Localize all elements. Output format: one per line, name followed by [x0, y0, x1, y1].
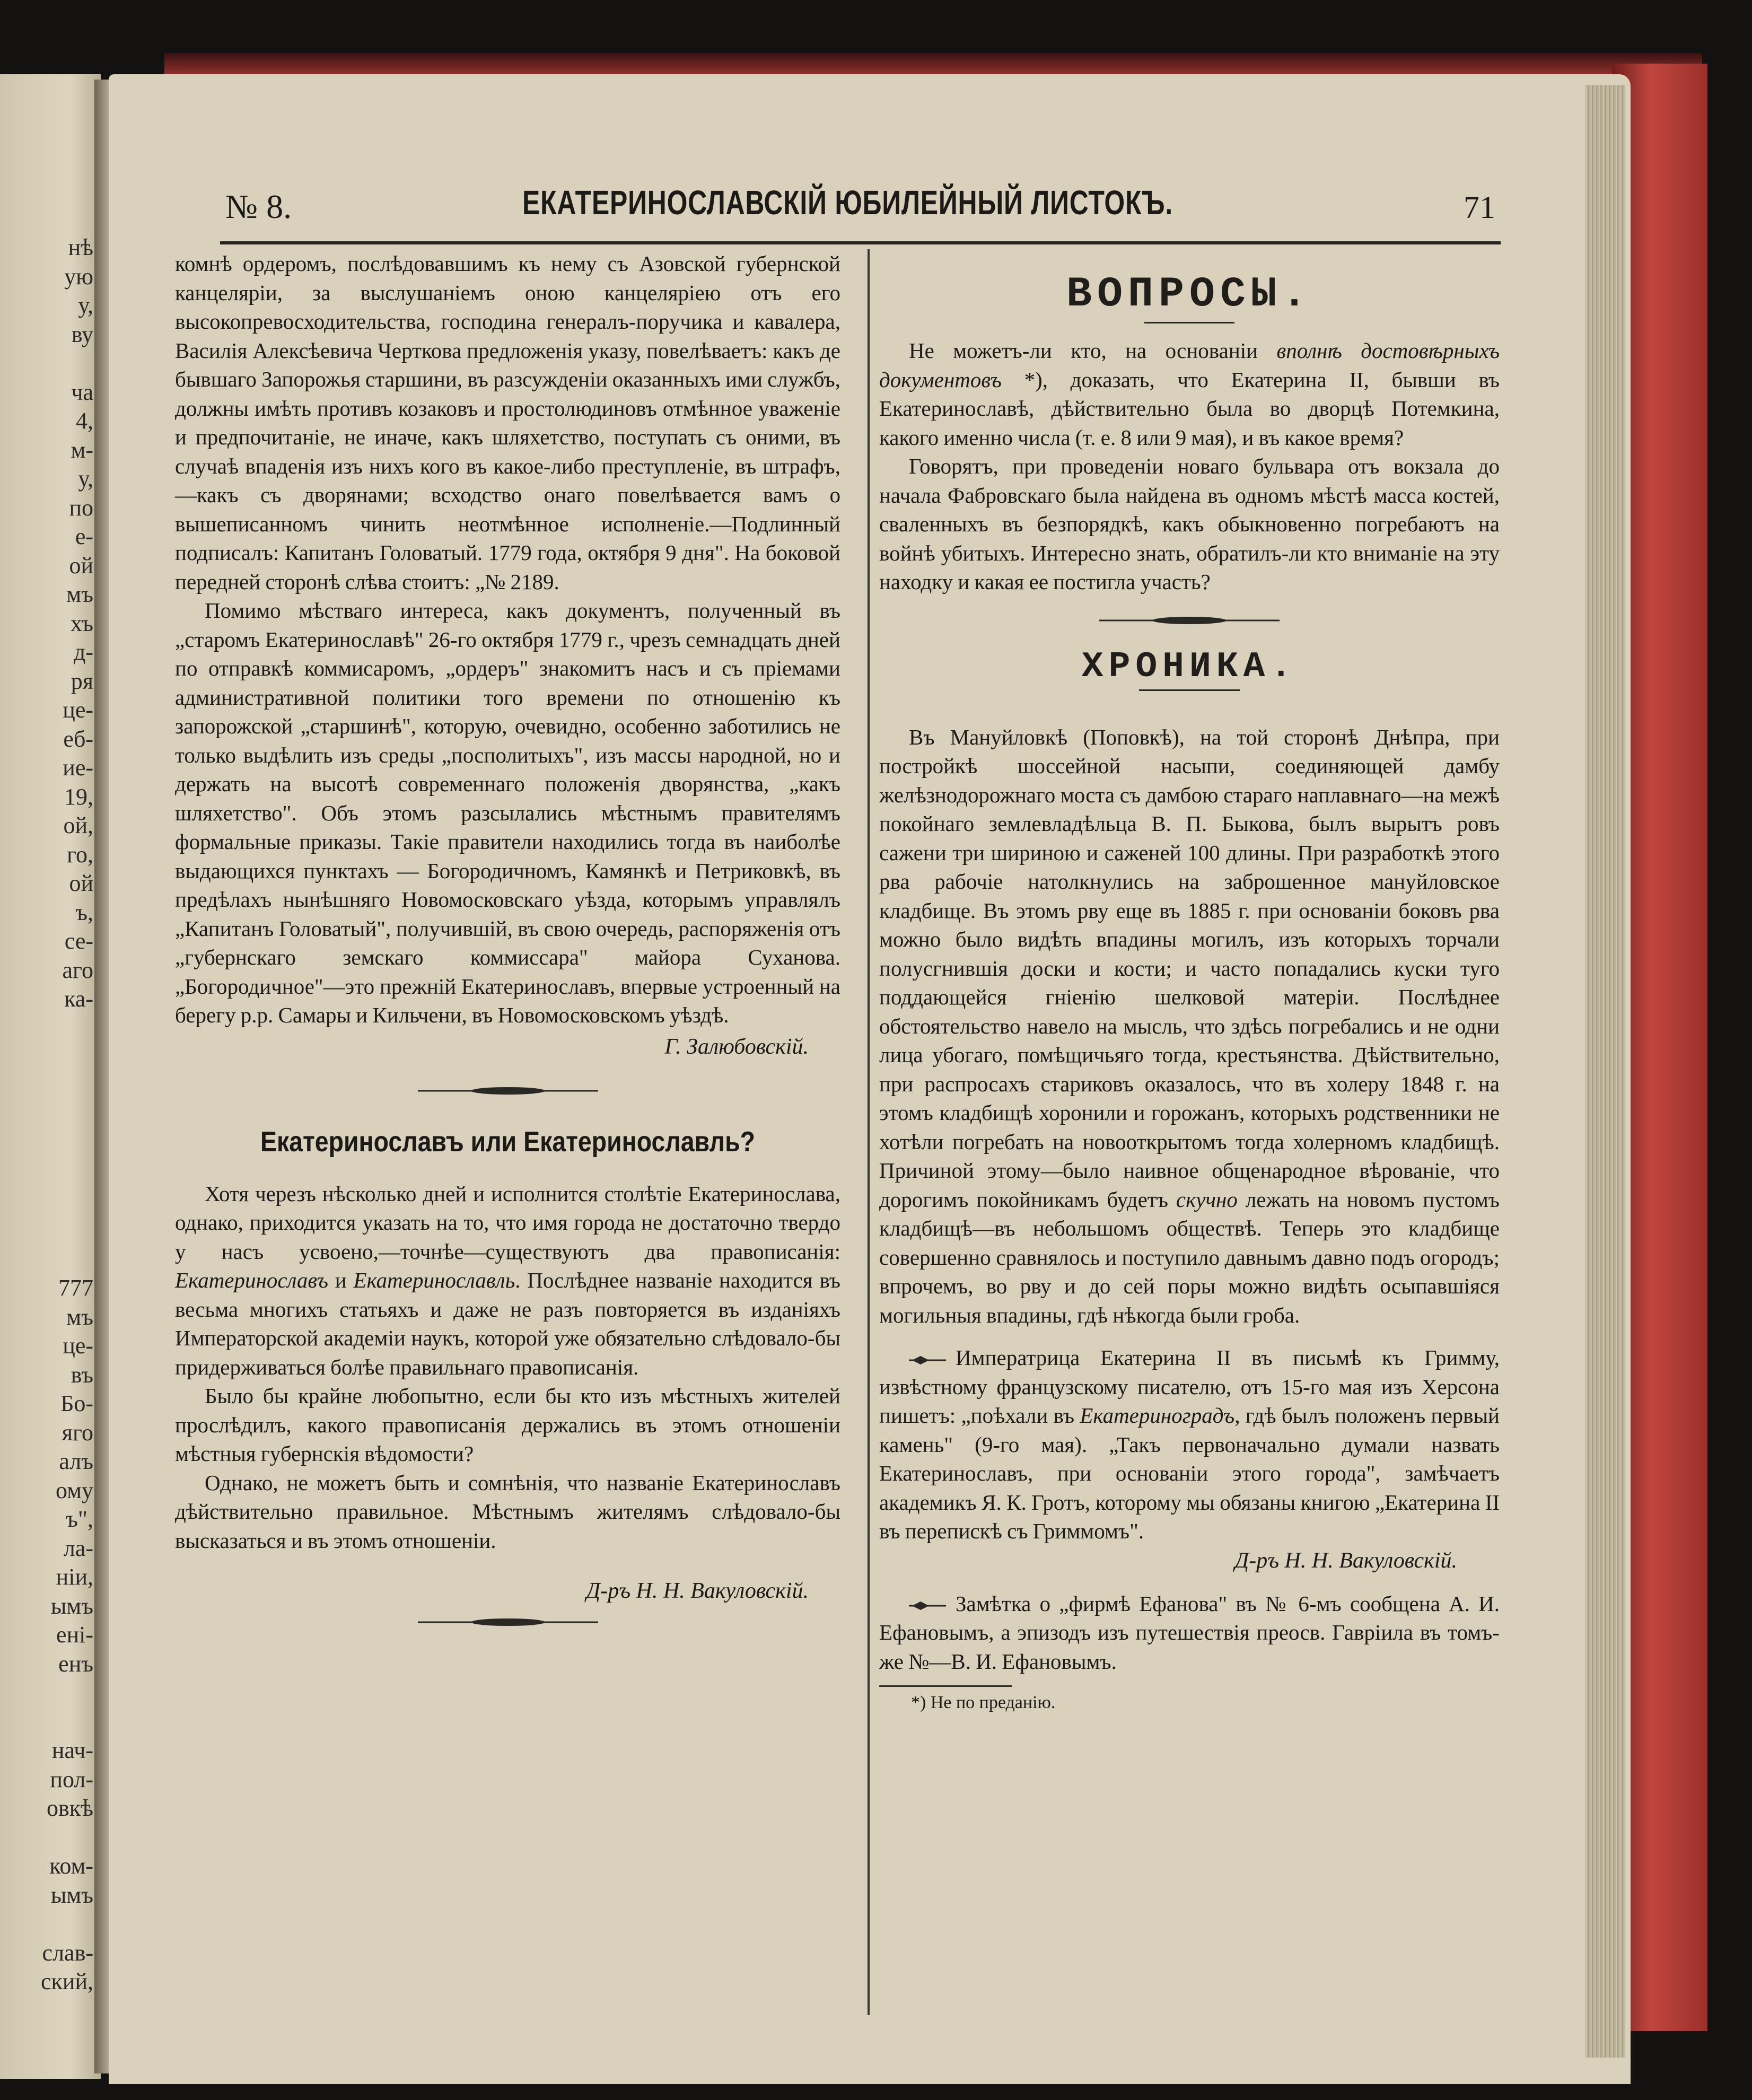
fringe-line: д- [73, 639, 93, 665]
italic-spelling-1: Екатеринославъ [175, 1268, 328, 1292]
text-run: . Послѣднее названіе находится въ весьма многихъ статьяхъ и даже не разъ повторяется въ изданіяхъ Императорской академіи наукъ, которой уже обязательно слѣдовало-бы придерживаться болѣе правильнаго правописанія. [175, 1268, 840, 1379]
fringe-line: яго [62, 1419, 93, 1446]
italic-phrase: вполнѣ достовѣрныхъ документовъ [879, 338, 1500, 392]
commentary-paragraph: Помимо мѣстваго интереса, какъ документъ, полученный въ „старомъ Екатеринославѣ" 26-го октября 1779 г., чрезъ семнадцать дней по отправкѣ коммисаромъ, „ордеръ" знакомитъ насъ и съ пріемами административной политики того времени по отношенію къ запорожской „старшинѣ", которую, очевидно, особенно заботились не только выдѣлить изъ среды „посполитыхъ", изъ массы народной, но и держать на высотѣ современнаго положенія дворянства, „какъ шляхетство". Объ этомъ разсылались мѣстнымъ правителямъ формальные приказы. Такіе правители находились тогда въ наиболѣе выдающихся пунктахъ — Богородичномъ, Камянкѣ и Петриковкѣ, въ предѣлахъ нынѣшняго Новомосковскаго уѣзда, которымъ управлялъ „Капитанъ Головатый", получившій, въ свою очередь, распоряженія отъ „губернскаго земскаго коммиссара" майора Суханова. „Богородичное"—это прежній Екатеринославъ, впервые устроенный на берегу р.р. Самары и Кильчени, въ Новомосковскомъ уѣздѣ. [175, 598, 840, 1027]
fringe-line [1, 1100, 93, 1130]
fringe-line: овкѣ [46, 1795, 93, 1821]
fringe-line: мъ [66, 1303, 93, 1330]
fringe-line: пол- [50, 1766, 93, 1792]
text-run: Въ Мануйловкѣ (Поповкѣ), на той сторонѣ Днѣпра, при постройкѣ шоссейной насыпи, соединяющей дамбу желѣзнодорожнаго моста съ дамбою стараго наплавнаго—на межѣ покойнаго землевладѣльца В. П. Быкова, былъ вырытъ ровъ сажени три шириною и саженей 100 длины. При разработкѣ этого рва рабочіе натолкнулись на заброшенное мануйловское кладбище. Въ этомъ рву еще въ 1885 г. при основаніи боковъ рва можно было видѣть впадины могилъ, изъ которыхъ торчали полусгнившія доски и кости; и часто попадались куски туго поддающейся гніенію шелковой матеріи. Послѣднее обстоятельство навело на мысль, что здѣсь погребались и не одни лица убогаго, помѣщичьяго тогда, крестьянства. Дѣйствительно, при распросахъ стариковъ оказалось, что въ холеру 1848 г. на этомъ кладбищѣ хоронили и горожанъ, которыхъ родственники не хотѣли погребать на новооткрытомъ тогда холерномъ кладбищѣ. Причиной этому—было наивное общенародное вѣрованіе, что дорогимъ покойникамъ будетъ [879, 724, 1500, 1212]
fringe-line: е- [75, 523, 93, 549]
fringe-line: се- [64, 928, 93, 954]
fringe-line: ымъ [50, 1882, 93, 1908]
fringe-line: ъ", [66, 1506, 93, 1532]
fringe-line [1, 1678, 93, 1708]
fringe-line [1, 1072, 93, 1101]
fringe-line: ніи, [56, 1564, 93, 1590]
fringe-line: ені- [56, 1622, 93, 1648]
fringe-line: мъ [66, 581, 93, 607]
fringe-line: ой [69, 552, 93, 579]
fringe-line: ча [71, 379, 93, 405]
fringe-line: енъ [58, 1650, 93, 1677]
fringe-line [1, 1823, 93, 1852]
author-signature-vakulovsky: Д-ръ Н. Н. Вакуловскій. [1234, 1548, 1457, 1573]
text-run: *), доказать, что Екатерина II, бывши въ Екатеринославѣ, дѣйствительно была во дворцѣ Потемкина, какого именно числа (т. е. 8 или 9 мая), и въ какое время? [879, 367, 1500, 450]
fringe-line: ъ, [75, 899, 93, 925]
fringe-line: нач- [51, 1737, 93, 1763]
column-divider [868, 249, 870, 2015]
article-paragraph-1 [175, 1179, 840, 1382]
divider-ornament [1099, 612, 1280, 628]
fringe-line: ие- [63, 755, 93, 781]
fringe-line [1, 1014, 93, 1043]
divider-ornament [418, 1083, 598, 1099]
question-1 [879, 336, 1500, 452]
fringe-line: Бо- [60, 1390, 93, 1416]
fringe-line: ву [71, 321, 93, 347]
section-heading-voprosy: ВОПРОСЫ. [1066, 270, 1313, 319]
left-page-fringe-text [1, 233, 93, 1997]
fringe-line: алъ [59, 1448, 93, 1474]
footnote-rule [879, 1685, 1012, 1687]
fringe-line [1, 1216, 93, 1245]
issue-number: № 8. [225, 188, 292, 225]
fringe-line: ой, [63, 812, 93, 838]
fringe-line [1, 1043, 93, 1072]
fringe-line [1, 1130, 93, 1159]
fringe-line: хъ [70, 610, 93, 636]
text-run: Замѣтка о „фирмѣ Ефанова" въ № 6-мъ сообщена А. И. Ефановымъ, а эпизодъ изъ путешествія преосв. Гавріила въ томъ-же №—В. И. Ефановымъ. [879, 1591, 1500, 1674]
text-run: Не можетъ-ли кто, на основаніи [909, 338, 1277, 363]
fringe-line [1, 1158, 93, 1187]
fringe-line [1, 1245, 93, 1274]
chronicle-item-efanov [879, 1589, 1500, 1676]
fringe-line: у, [78, 292, 93, 318]
author-signature-vakulovsky: Д-ръ Н. Н. Вакуловскій. [586, 1579, 809, 1603]
text-run: Императрица Екатерина II въ письмѣ къ Гримму, извѣстному французскому писателю, отъ 15-го мая изъ Херсона пишетъ: „поѣхали въ [879, 1345, 1500, 1428]
fringe-line [1, 1910, 93, 1939]
fringe-line: 19, [64, 783, 93, 810]
header-rule [220, 241, 1501, 244]
document-text-continued: комнѣ ордеромъ, послѣдовавшимъ къ нему съ Азовской губернской канцеляріи, за выслушаніемъ оною канцеляріею отъ его высокопревосходительства, господина генералъ-поручика и кавалера, Василія Алексѣевича Черткова предложенія указу, повелѣваетъ: какъ де бывшаго Запорожья старшини, въ разсужденіи оказанныхъ ими службъ, должны имѣть противъ козаковъ и простолюдиновъ отмѣнное уваженіе и предпочитаніе, не иначе, какъ шляхетство, поступать съ оними, въ случаѣ впаденія изъ нихъ кого въ какое-либо преступленіе, въ штрафъ,—какъ съ дворянами; всходство онаго повелѣвается вамъ о вышеписанномъ чинить неотмѣнное исполненіе.—Подлинный подписалъ: Капитанъ Головатый. 1779 года, октября 9 дня". На боковой передней сторонѣ слѣва стоитъ: „№ 2189. [175, 251, 840, 594]
section-heading-khronika: ХРОНИКА. [1081, 646, 1298, 687]
italic-spelling-2: Екатеринославль [353, 1268, 515, 1292]
fringe-line: по [69, 494, 93, 521]
fringe-line [1, 1708, 93, 1737]
fringe-line [1, 1187, 93, 1217]
text-run: Хотя черезъ нѣсколько дней и исполнится столѣтіе Екатеринослава, однако, приходится указать на то, что имя города не достаточно твердо у насъ усвоено,—точнѣе—существуютъ два правописанія: [175, 1181, 840, 1264]
fringe-line: аго [62, 957, 93, 983]
fringe-line: це- [63, 697, 93, 723]
chronicle-item-catherine [879, 1343, 1500, 1546]
article-paragraph-2: Было бы крайне любопытно, если бы кто изъ мѣстныхъ жителей прослѣдилъ, какого правописанія держались въ этомъ отношеніи мѣстныя губернскія вѣдомости? [175, 1384, 840, 1466]
fringe-line: ому [55, 1477, 93, 1503]
fringe-line: ка- [64, 986, 93, 1012]
fringe-line: ский, [41, 1968, 93, 1994]
left-page-fragment [0, 74, 101, 2079]
bullet-ornament-icon [909, 1600, 946, 1611]
chronicle-item-manuylovka [879, 723, 1500, 1330]
fringe-line: ымъ [50, 1592, 93, 1619]
text-run: и [328, 1268, 354, 1292]
article-heading-ekaterinoslav: Екатеринославъ или Екатеринославль? [260, 1125, 755, 1158]
fringe-line: ком- [49, 1853, 93, 1879]
fringe-line: 777 [58, 1275, 93, 1301]
footnote: *) Не по преданію. [911, 1693, 1056, 1712]
fringe-line: у, [78, 466, 93, 492]
fringe-line: м- [71, 436, 93, 463]
fringe-line: еб- [63, 725, 93, 752]
divider-ornament [418, 1614, 598, 1630]
page-number: 71 [1464, 190, 1495, 225]
fringe-line: го, [67, 841, 93, 868]
journal-title: ЕКАТЕРИНОСЛАВСКІЙ ЮБИЛЕЙНЫЙ ЛИСТОКЪ. [522, 183, 1173, 222]
page-stack-edge [1585, 85, 1625, 2058]
italic-place: Екатериноградъ [1080, 1403, 1235, 1428]
right-column [879, 249, 1500, 1714]
fringe-line: ой [69, 870, 93, 896]
question-2: Говорятъ, при проведеніи новаго бульвара отъ вокзала до начала Фабровскаго была найдена въ одномъ мѣстѣ масса костей, сваленныхъ въ безпорядкѣ, какъ обыкновенно погребаютъ на войнѣ убитыхъ. Интересно знать, обратилъ-ли кто вниманіе на эту находку и какая ее постигла участь? [879, 454, 1500, 594]
bullet-ornament-icon [909, 1355, 946, 1366]
running-header [220, 183, 1501, 231]
heading-underline [1144, 322, 1234, 323]
fringe-line: нѣ [68, 234, 93, 260]
heading-underline [1139, 689, 1240, 691]
text-run: лежать на новомъ пустомъ кладбищѣ—въ небольшомъ обществѣ. Теперь это кладбище совершенно сравнялось и поступило давнымъ давно подъ огородъ; впрочемъ, во рву и до сей поры можно видѣть осыпавшіяся могильныя впадины, гдѣ нѣкогда были гроба. [879, 1187, 1500, 1327]
left-column [175, 249, 840, 1630]
fringe-line: въ [71, 1361, 93, 1388]
fringe-line: це- [63, 1333, 93, 1359]
fringe-line: 4, [76, 408, 93, 434]
fringe-line [1, 349, 93, 378]
fringe-line: ла- [63, 1535, 93, 1561]
fringe-line: ую [64, 263, 93, 290]
text-run: , гдѣ былъ положенъ первый камень" (9-го мая). „Такъ первоначально думали назвать Екатеринославъ, при основаніи этого города", замѣчаетъ академикъ Я. К. Гротъ, которому мы обязаны книгою „Екатерина II въ перепискѣ съ Гриммомъ". [879, 1403, 1500, 1543]
author-signature-zalyubovsky: Г. Залюбовскій. [664, 1034, 809, 1059]
fringe-line: ря [71, 668, 93, 694]
italic-word: скучно [1176, 1187, 1238, 1212]
fringe-line: слав- [42, 1939, 93, 1966]
article-paragraph-3: Однако, не можетъ быть и сомнѣнія, что названіе Екатеринославъ дѣйствительно правильное. Мѣстнымъ жителямъ слѣдовало-бы высказаться и въ этомъ отношеніи. [175, 1470, 840, 1553]
